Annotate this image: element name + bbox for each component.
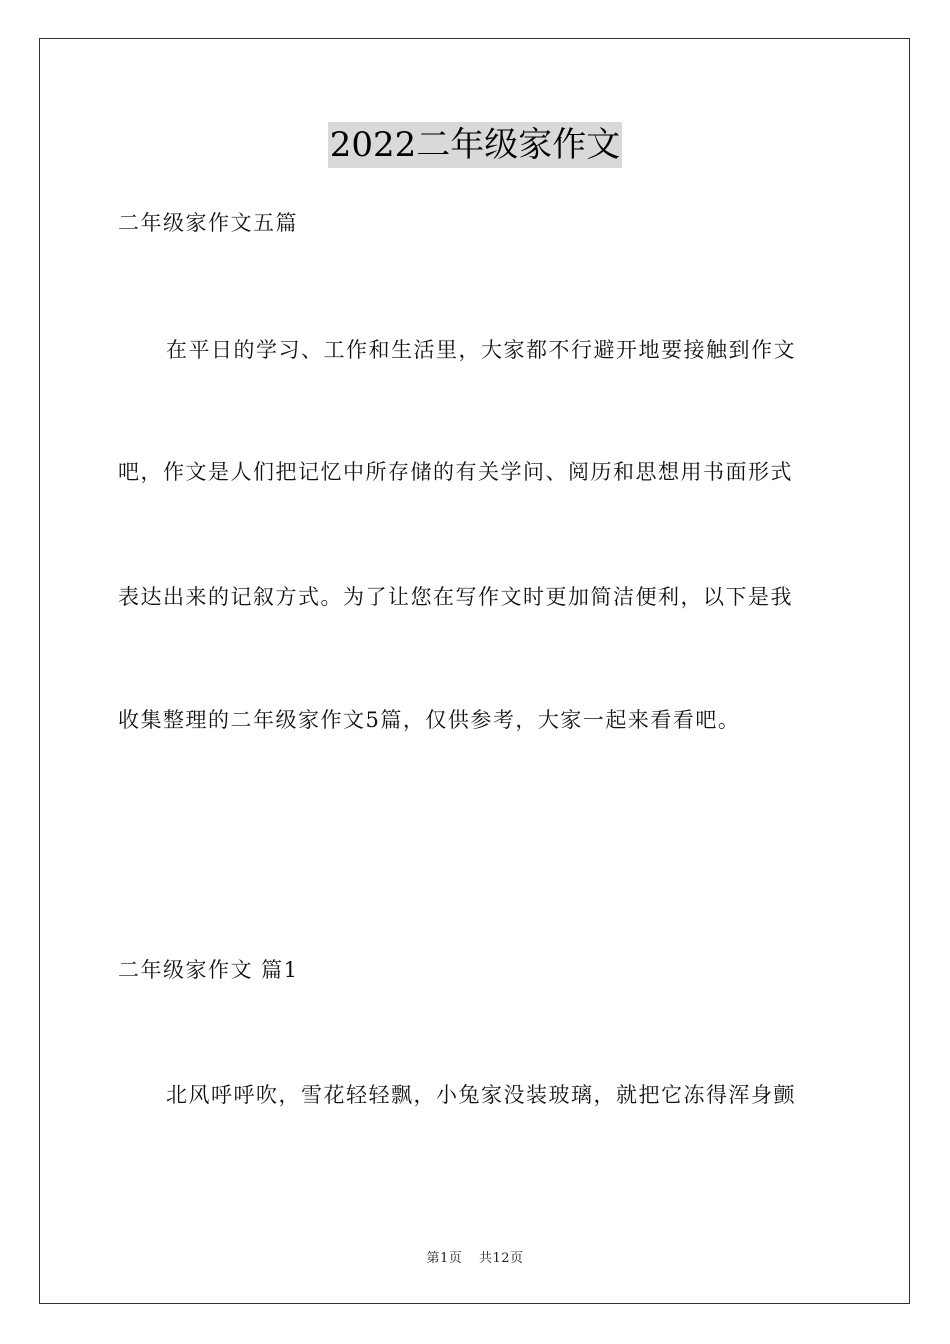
document-title: 2022二年级家作文: [328, 122, 623, 168]
section-heading: 二年级家作文 篇1: [118, 958, 299, 982]
page-footer: [0, 1247, 950, 1266]
paragraph-line: 北风呼呼吹，雪花轻轻飘，小兔家没装玻璃，就把它冻得浑身颤: [166, 1083, 796, 1107]
paragraph-line: 吧，作文是人们把记忆中所存储的有关学问、阅历和思想用书面形式: [118, 460, 793, 484]
page-number: 第1页: [426, 1251, 463, 1266]
paragraph-line: 在平日的学习、工作和生活里，大家都不行避开地要接触到作文: [166, 338, 796, 362]
document-subtitle: 二年级家作文五篇: [118, 211, 298, 235]
title-container: [0, 122, 950, 168]
page-count: 共12页: [478, 1251, 524, 1266]
paragraph-line: 表达出来的记叙方式。为了让您在写作文时更加简洁便利，以下是我: [118, 585, 793, 609]
paragraph-line: 收集整理的二年级家作文5篇，仅供参考，大家一起来看看吧。: [118, 708, 741, 732]
